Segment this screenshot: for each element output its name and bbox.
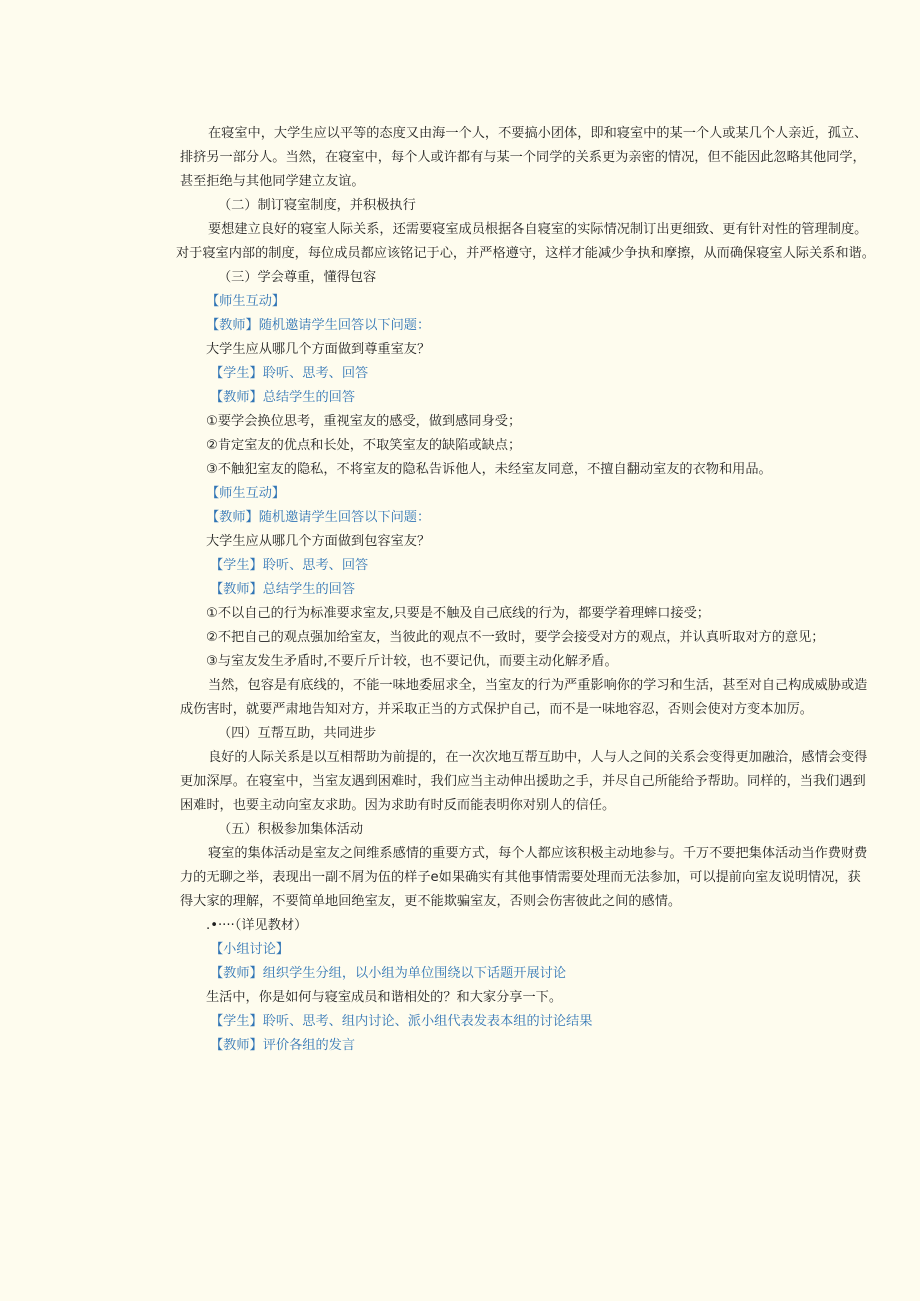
ellipsis-note: .•····（详见教材） <box>206 918 308 933</box>
teacher-prompt: 【教师】随机邀请学生回答以下问题： <box>206 510 431 525</box>
paragraph-line: 成伤害时，就要严肃地告知对方，并采取正当的方式保护自己，而不是一味地容忍，否则会使对方变本加厉。 <box>180 702 813 717</box>
paragraph-line: 对于寝室内部的制度，每位成员都应该铭记于心，并严格遵守，这样才能减少争执和摩擦，从而确保寝室人际关系和谐。 <box>176 246 875 261</box>
teacher-prompt: 【教师】随机邀请学生回答以下问题： <box>206 318 431 333</box>
paragraph-line: 排挤另一部分人。当然，在寝室中，每个人或许都有与某一个同学的关系更为亲密的情况，但不能因此忽略其他同学， <box>180 150 866 165</box>
section-heading-3: （三）学会尊重，懂得包容 <box>218 270 377 285</box>
section-heading-2: （二）制订寝室制度，并积极执行 <box>218 198 416 213</box>
paragraph-line: 得大家的理解，不要简单地回绝室友，更不能欺骗室友，否则会伤害彼此之间的感情。 <box>180 894 682 909</box>
paragraph-line: 甚至拒绝与其他同学建立友谊。 <box>180 174 365 189</box>
paragraph-line: 更加深厚。在寝室中，当室友遇到困难时，我们应当主动伸出援助之手，并尽自己所能给予帮助。同样的，当我们遇到 <box>180 774 866 789</box>
answer-item: ③与室友发生矛盾时,不要斤斤计较，也不要记仇，而要主动化解矛盾。 <box>206 654 618 669</box>
paragraph-line: 在寝室中，大学生应以平等的态度又由海一个人，不要搞小团体，即和寝室中的某一个人或某几个人亲近，孤立、 <box>208 126 868 141</box>
answer-item: ①不以自己的行为标准要求室友,只要是不触及自己底线的行为，都要学着理蟀口接受； <box>206 606 710 621</box>
teacher-summary: 【教师】总结学生的回答 <box>210 390 356 405</box>
question: 大学生应从哪几个方面做到尊重室友？ <box>206 342 431 357</box>
paragraph-line: 良好的人际关系是以互相帮助为前提的，在一次次地互帮互助中，人与人之间的关系会变得更加融洽，感情会变得 <box>208 750 868 765</box>
discussion-topic: 生活中，你是如何与寝室成员和谐相处的？和大家分享一下。 <box>206 990 563 1005</box>
answer-item: ①要学会换位思考，重视室友的感受，做到感同身受； <box>206 414 522 429</box>
answer-item: ②肯定室友的优点和长处，不取笑室友的缺陷或缺点； <box>206 438 522 453</box>
teacher-evaluation: 【教师】评价各组的发言 <box>210 1038 356 1053</box>
answer-item: ②不把自己的观点强加给室友，当彼此的观点不一致时，要学会接受对方的观点，并认真听取对方的意见； <box>206 630 825 645</box>
student-response: 【学生】聆听、思考、回答 <box>210 366 369 381</box>
section-heading-5: （五）积极参加集体活动 <box>218 822 364 837</box>
teacher-organize: 【教师】组织学生分组，以小组为单位围绕以下话题开展讨论 <box>210 966 567 981</box>
section-heading-4: （四）互帮互助，共同进步 <box>218 726 377 741</box>
paragraph-line: 力的无聊之举，表现出一副不屑为伍的样子e如果确实有其他事情需要处理而无法参加，可以提前向室友说明情况，获 <box>180 870 861 885</box>
paragraph-line: 当然，包容是有底线的，不能一味地委屈求全，当室友的行为严重影响你的学习和生活，甚至对自己构成威胁或造 <box>208 678 868 693</box>
interaction-tag: 【师生互动】 <box>206 294 286 309</box>
answer-item: ③不触犯室友的隐私，不将室友的隐私告诉他人，未经室友同意，不擅自翻动室友的衣物和用品。 <box>206 462 772 477</box>
teacher-summary: 【教师】总结学生的回答 <box>210 582 356 597</box>
paragraph-line: 要想建立良好的寝室人际关系，还需要寝室成员根据各自寝室的实际情况制订出更细致、更有针对性的管理制度。 <box>208 222 868 237</box>
discussion-tag: 【小组讨论】 <box>210 942 290 957</box>
document-body <box>176 122 875 1058</box>
interaction-tag: 【师生互动】 <box>206 486 286 501</box>
question: 大学生应从哪几个方面做到包容室友？ <box>206 534 431 549</box>
paragraph-line: 困难时，也要主动向室友求助。因为求助有时反而能表明你对别人的信任。 <box>180 798 616 813</box>
paragraph-line: 寝室的集体活动是室友之间维系感情的重要方式，每个人都应该积极主动地参与。千万不要把集体活动当作费财费 <box>208 846 868 861</box>
student-response: 【学生】聆听、思考、组内讨论、派小组代表发表本组的讨论结果 <box>210 1014 593 1029</box>
student-response: 【学生】聆听、思考、回答 <box>210 558 369 573</box>
